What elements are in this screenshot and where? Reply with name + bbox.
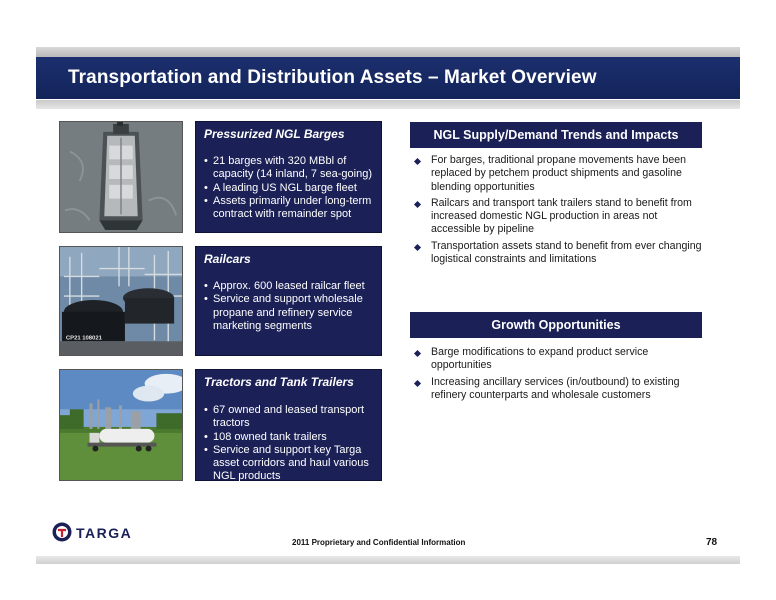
header-under-strip [36,100,740,109]
railcar-caption: CP21 108021 [65,335,102,342]
railcars-bullet: • Approx. 600 leased railcar fleet [204,280,376,293]
growth-item: Barge modifications to expand product service opportunities [412,346,702,373]
tank-truck-photo [59,369,183,481]
targa-logo [52,522,144,544]
barges-bullet: • 21 barges with 320 MBbl of capacity (14 inland, 7 sea-going) [204,155,376,182]
title-bar [36,57,740,99]
header-top-strip [36,47,740,57]
railcar-photo [59,246,183,356]
logo-text: TARGA [76,525,133,541]
railcars-bullet-list [204,280,376,333]
trends-list [412,154,702,269]
tractors-panel-title: Tractors and Tank Trailers [204,375,354,389]
growth-list [412,346,702,405]
footer-text: 2011 Proprietary and Confidential Information [292,538,466,547]
barge-photo [59,121,183,233]
barges-panel-title: Pressurized NGL Barges [204,127,345,141]
barges-bullet: • A leading US NGL barge fleet [204,182,376,195]
slide-title: Transportation and Distribution Assets – Market Overview [68,67,597,88]
tractors-bullet: • Service and support key Targa asset corridors and haul various NGL products [204,444,376,484]
page-number: 78 [706,537,718,548]
growth-item: Increasing ancillary services (in/outbound) to existing refinery counterparts and wholesale customers [412,376,702,403]
trends-item: Railcars and transport tank trailers stand to benefit from increased domestic NGL production in areas not accessible by pipeline [412,197,702,237]
railcars-bullet: • Service and support wholesale propane and refinery service marketing segments [204,293,376,333]
railcars-panel-title: Railcars [204,252,251,266]
tractors-bullet-list [204,404,376,484]
tractors-panel [195,369,382,481]
growth-heading: Growth Opportunities [410,312,702,338]
barges-panel [195,121,382,233]
targa-logo-icon [52,522,72,542]
trends-heading: NGL Supply/Demand Trends and Impacts [410,122,702,148]
tractors-bullet: • 67 owned and leased transport tractors [204,404,376,431]
footer-strip [36,556,740,564]
railcars-panel [195,246,382,356]
barges-bullet: • Assets primarily under long-term contract with remainder spot [204,195,376,222]
trends-item: Transportation assets stand to benefit from ever changing logistical constraints and limitations [412,240,702,267]
tractors-bullet: • 108 owned tank trailers [204,431,376,444]
trends-item: For barges, traditional propane movements have been replaced by petchem product shipments and gasoline blending opportunities [412,154,702,194]
barges-bullet-list [204,155,376,221]
